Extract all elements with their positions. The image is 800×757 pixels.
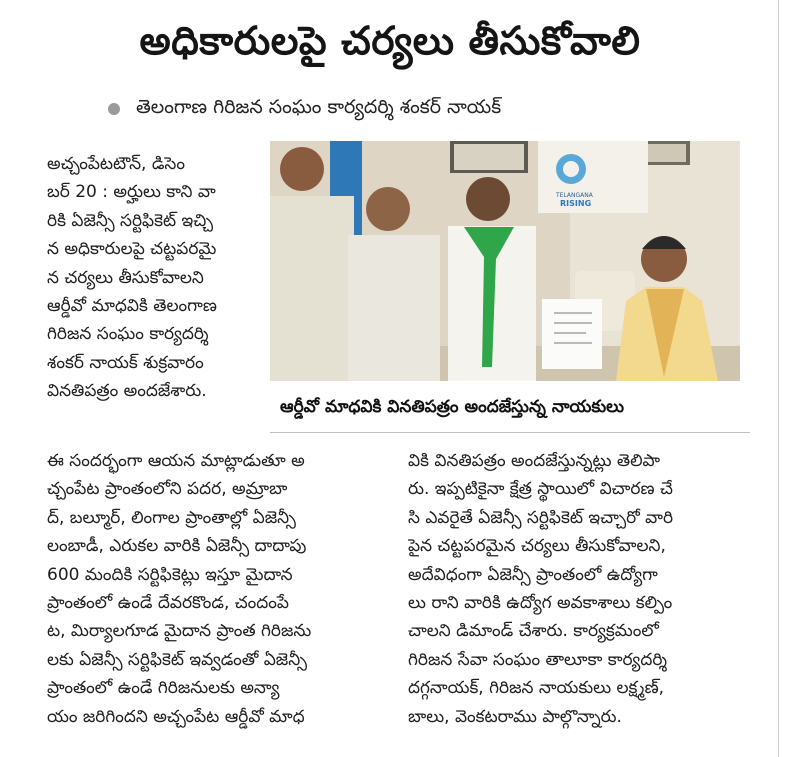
column-3-line: అదేవిధంగా ఏజెన్సీ ప్రాంతంలో ఉద్యోగా xyxy=(408,564,658,585)
column-1-line: ఆర్డీవో మాధవికి తెలంగాణ xyxy=(47,295,217,316)
column-3-line: లు రాని వారికి ఉద్యోగ అవకాశాలు కల్పిం xyxy=(408,592,673,613)
news-photo-illustration xyxy=(270,141,740,381)
column-3-line: దగ్గనాయక్, గిరిజన నాయకులు లక్ష్మణ్, xyxy=(408,678,665,699)
column-1-line: అచ్చంపేటటౌన్, డిసెం xyxy=(47,154,185,174)
column-2-line: ఈ సందర్భంగా ఆయన మాట్లాడుతూ అ xyxy=(47,451,305,471)
column-3-line: చాలని డిమాండ్ చేశారు. కార్యక్రమంలో xyxy=(408,621,659,642)
poster-brand: TELANGANA xyxy=(556,192,593,199)
column-2-line: ప్రాంతంలో ఉండే గిరిజనులకు అన్యా xyxy=(47,678,280,699)
column-1-line: శంకర్ నాయక్ శుక్రవారం xyxy=(47,352,204,373)
headline: అధికారులపై చర్యలు తీసుకోవాలి xyxy=(139,19,641,64)
article-column-1 xyxy=(47,150,269,406)
column-2-line: ట, మిర్యాలగూడ మైదాన ప్రాంత గిరిజను xyxy=(47,621,312,642)
column-2-line: 600 మందికి సర్టిఫికెట్లు ఇస్తూ మైదాన xyxy=(47,564,293,585)
column-1-line: న చర్యలు తీసుకోవాలని xyxy=(47,267,204,288)
photo-caption: ఆర్డీవో మాధవికి వినతిపత్రం అందజేస్తున్న నాయకులు xyxy=(280,397,625,417)
column-1-line: బర్ 20 : అర్హులు కాని వా xyxy=(47,182,216,203)
poster-slogan: RISING xyxy=(560,199,592,208)
caption-divider xyxy=(270,432,750,433)
column-1-line: గిరిజన సంఘం కార్యదర్శి xyxy=(47,324,209,345)
article-column-3 xyxy=(408,447,776,750)
news-photo xyxy=(270,141,740,381)
column-2-line: లంబాడీ, ఎరుకల వారికి ఏజెన్సీ దాదాపు xyxy=(47,536,307,557)
subheading xyxy=(108,91,501,127)
column-2-line: చ్చంపేట ప్రాంతంలోని పదర, అమ్రాబా xyxy=(47,479,288,500)
article-column-2 xyxy=(47,447,387,750)
column-1-line: న అధికారులపై చట్టపరమై xyxy=(47,239,217,260)
column-3-line: రు. ఇప్పటికైనా క్షేత్ర స్థాయిలో విచారణ చే xyxy=(408,479,673,500)
column-3-line: బాలు, వెంకటరాము పాల్గొన్నారు. xyxy=(408,706,622,727)
column-1-line: రికి ఏజెన్సీ సర్టిఫికెట్ ఇచ్చి xyxy=(47,210,214,231)
column-2-line: యం జరిగిందని అచ్చంపేట ఆర్డీవో మాధ xyxy=(47,706,305,727)
subheading-text: తెలంగాణ గిరిజన సంఘం కార్యదర్శి శంకర్ నాయక్ xyxy=(136,95,502,118)
column-1-line: వినతిపత్రం అందజేశారు. xyxy=(47,381,207,402)
column-2-line: లకు ఏజెన్సీ సర్టిఫికెట్ ఇవ్వడంతో ఏజెన్సీ xyxy=(47,649,307,670)
page-edge-rule xyxy=(778,0,779,757)
column-3-line: వికి వినతిపత్రం అందజేస్తున్నట్లు తెలిపా xyxy=(408,451,661,471)
column-2-line: ప్రాంతంలో ఉండే దేవరకొండ, చందంపే xyxy=(47,592,290,613)
bullet-icon xyxy=(108,103,120,115)
column-3-line: సి ఎవరైతే ఏజెన్సీ సర్టిఫికెట్ ఇచ్చారో వారి xyxy=(408,507,674,528)
column-2-line: ద్, బల్మూర్, లింగాల ప్రాంతాల్లో ఏజెన్సీ xyxy=(47,507,296,528)
column-3-line: గిరిజన సేవా సంఘం తాలూకా కార్యదర్శి xyxy=(408,649,667,670)
column-3-line: పైన చట్టపరమైన చర్యలు తీసుకోవాలని, xyxy=(408,536,666,557)
